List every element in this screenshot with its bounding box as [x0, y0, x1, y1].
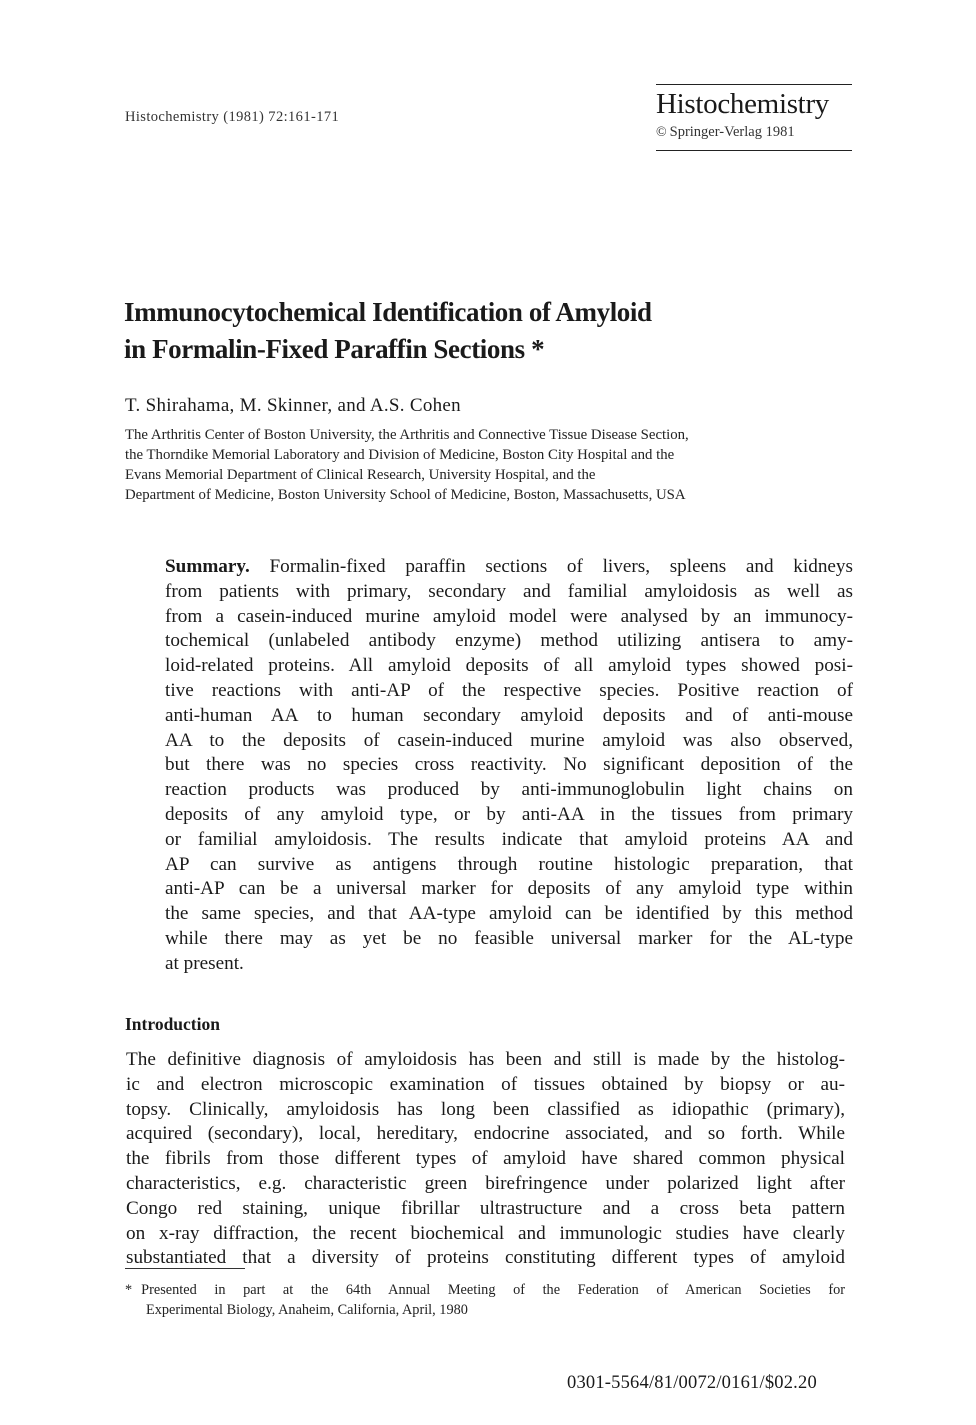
footnote-line: Experimental Biology, Anaheim, California, April, 1980 — [146, 1302, 468, 1318]
summary-line: AA to the deposits of casein-induced murine amyloid was also observed, — [165, 729, 853, 751]
body-line: Congo red staining, unique fibrillar ultrastructure and a cross beta pattern — [126, 1197, 845, 1219]
summary-line: while there may as yet be no feasible universal marker for the AL-type — [165, 927, 853, 949]
summary-line: but there was no species cross reactivity. No significant deposition of the — [165, 754, 853, 776]
summary-line: anti-human AA to human secondary amyloid deposits and of anti-mouse — [165, 704, 853, 726]
affiliation-line: the Thorndike Memorial Laboratory and Division of Medicine, Boston City Hospital and the — [125, 447, 675, 463]
body-line: characteristics, e.g. characteristic green birefringence under polarized light after — [126, 1172, 845, 1194]
footnote — [125, 1280, 845, 1320]
journal-title: Histochemistry — [656, 88, 830, 120]
summary-label: Summary. — [165, 556, 250, 577]
body-line: the fibrils from those different types of amyloid have shared common physical — [126, 1148, 845, 1170]
body-line: substantiated that a diversity of proteins constituting different types of amyloid — [126, 1247, 845, 1269]
summary-line: the same species, and that AA-type amyloid can be identified by this method — [165, 903, 853, 925]
affiliation-line: Evans Memorial Department of Clinical Research, University Hospital, and the — [125, 467, 596, 483]
copyright-text: Springer-Verlag 1981 — [669, 124, 795, 140]
summary-abstract — [165, 555, 853, 977]
journal-citation: Histochemistry (1981) 72:161-171 — [125, 109, 340, 125]
summary-line: at present. — [165, 952, 244, 974]
body-line: ic and electron microscopic examination of tissues obtained by biopsy or au- — [126, 1073, 845, 1095]
summary-line: anti-AP can be a universal marker for deposits of any amyloid type within — [165, 878, 853, 900]
title-line: in Formalin-Fixed Paraffin Sections * — [124, 334, 545, 364]
summary-line: reaction products was produced by anti-immunoglobulin light chains on — [165, 779, 853, 801]
affiliation-line: Department of Medicine, Boston University School of Medicine, Boston, Massachusetts, USA — [125, 487, 686, 503]
summary-line: loid-related proteins. All amyloid deposits of all amyloid types showed posi- — [165, 655, 853, 677]
footnote-line — [125, 1280, 845, 1300]
summary-line: tochemical (unlabeled antibody enzyme) method utilizing antisera to amy- — [165, 630, 853, 652]
masthead-top-rule — [656, 84, 852, 85]
summary-line — [165, 555, 853, 580]
summary-line: AP can survive as antigens through routine histologic preparation, that — [165, 853, 853, 875]
body-line: topsy. Clinically, amyloidosis has long been classified as idiopathic (primary), — [126, 1098, 845, 1120]
footnote-divider — [125, 1268, 245, 1269]
summary-line: from patients with primary, secondary and familial amyloidosis as well as — [165, 580, 853, 602]
article-title — [124, 294, 764, 368]
body-line: on x-ray diffraction, the recent biochemical and immunologic studies have clearly — [126, 1222, 845, 1244]
body-line: The definitive diagnosis of amyloidosis has been and still is made by the histolog- — [126, 1049, 845, 1070]
footnote-marker: * — [125, 1282, 133, 1298]
footnote-text: Presented in part at the 64th Annual Meeting of the Federation of American Societies for — [141, 1282, 845, 1298]
introduction-body — [126, 1048, 845, 1271]
summary-first-text: Formalin-fixed paraffin sections of livers, spleens and kidneys — [269, 556, 853, 577]
author-affiliation — [125, 425, 855, 505]
summary-line: tive reactions with anti-AP of the respective species. Positive reaction of — [165, 679, 853, 701]
copyright-icon: © — [656, 125, 667, 140]
journal-masthead — [656, 84, 852, 151]
summary-line: from a casein-induced murine amyloid model were analysed by an immunocy- — [165, 605, 853, 627]
publication-code: 0301-5564/81/0072/0161/$02.20 — [567, 1373, 817, 1393]
journal-copyright — [656, 124, 852, 151]
body-line: acquired (secondary), local, hereditary, endocrine associated, and so forth. While — [126, 1123, 845, 1145]
summary-line: deposits of any amyloid type, or by anti-AA in the tissues from primary — [165, 803, 853, 825]
section-heading-introduction: Introduction — [125, 1014, 220, 1034]
title-line: Immunocytochemical Identification of Amyloid — [124, 297, 652, 327]
article-authors: T. Shirahama, M. Skinner, and A.S. Cohen — [125, 395, 461, 416]
affiliation-line: The Arthritis Center of Boston University, the Arthritis and Connective Tissue Disease Section, — [125, 427, 689, 443]
summary-line: or familial amyloidosis. The results indicate that amyloid proteins AA and — [165, 828, 853, 850]
